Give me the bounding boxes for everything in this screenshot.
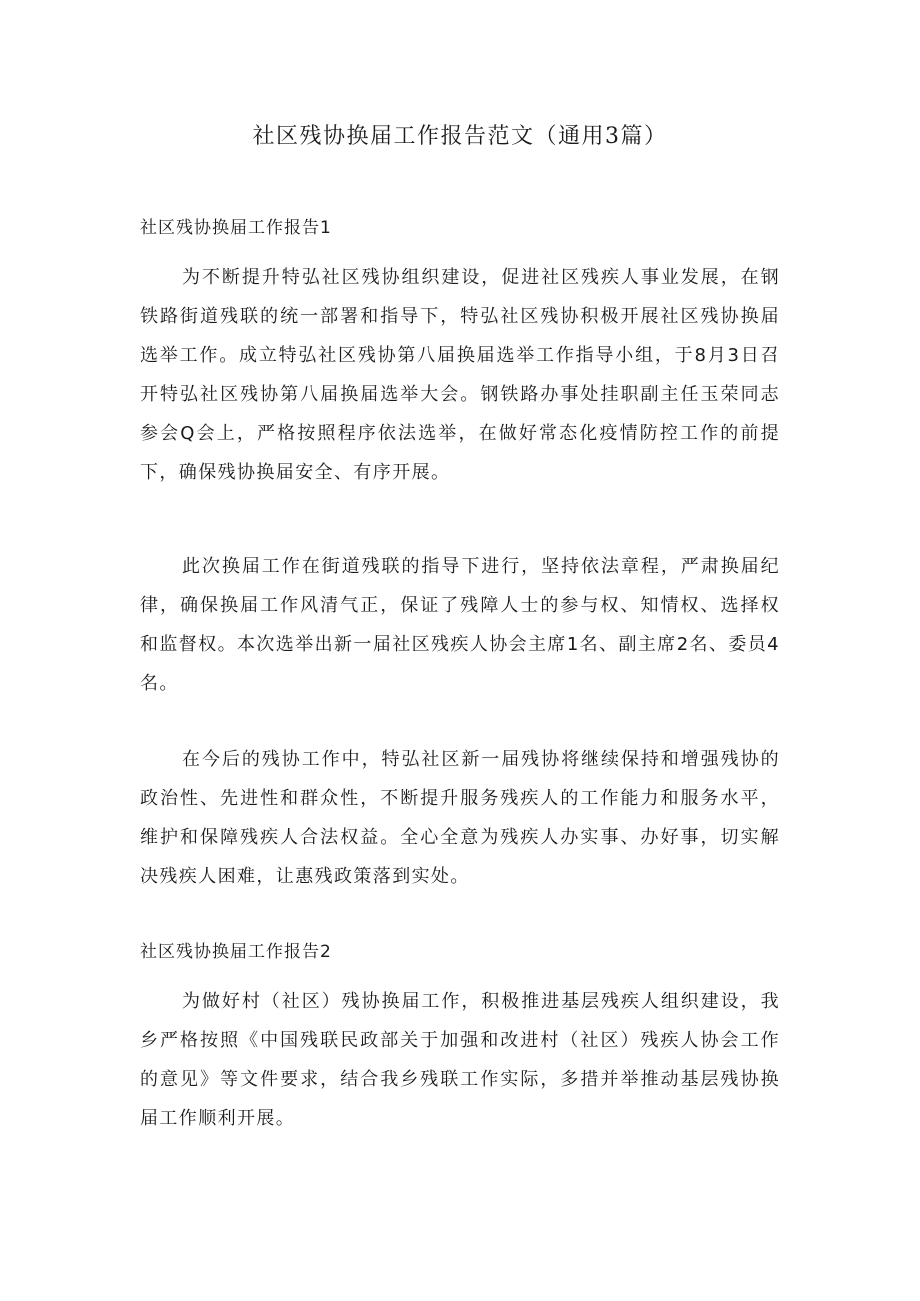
section-2-paragraph-1: 为做好村（社区）残协换届工作，积极推进基层残疾人组织建设，我乡严格按照《中国残联民政部关于加强和改进村（社区）残疾人协会工作的意见》等文件要求，结合我乡残联工作实际，多措并举推动基层残协换届工作顺利开展。	[140, 991, 780, 1129]
section-1-paragraph-2: 此次换届工作在街道残联的指导下进行，坚持依法章程，严肃换届纪律，确保换届工作风清气正，保证了残障人士的参与权、知情权、选择权和监督权。本次选举出新一届社区残疾人协会主席1名、副主席2名、委员4名。	[140, 556, 780, 694]
section-1-paragraph-1: 为不断提升特弘社区残协组织建设，促进社区残疾人事业发展，在钢铁路街道残联的统一部署和指导下，特弘社区残协积极开展社区残协换届选举工作。成立特弘社区残协第八届换届选举工作指导小组，于8月3日召开特弘社区残协第八届换届选举大会。钢铁路办事处挂职副主任玉荣同志参会Q会上，严格按照程序依法选举，在做好常态化疫情防控工作的前提下，确保残协换届安全、有序开展。	[140, 267, 780, 483]
section-1-paragraph-3: 在今后的残协工作中，特弘社区新一届残协将继续保持和增强残协的政治性、先进性和群众性，不断提升服务残疾人的工作能力和服务水平，维护和保障残疾人合法权益。全心全意为残疾人办实事、办好事，切实解决残疾人困难，让惠残政策落到实处。	[140, 749, 780, 887]
section-heading-2: 社区残协换届工作报告2	[140, 942, 332, 962]
section-heading-1: 社区残协换届工作报告1	[140, 218, 332, 238]
document-title: 社区残协换届工作报告范文（通用3篇）	[252, 124, 668, 149]
